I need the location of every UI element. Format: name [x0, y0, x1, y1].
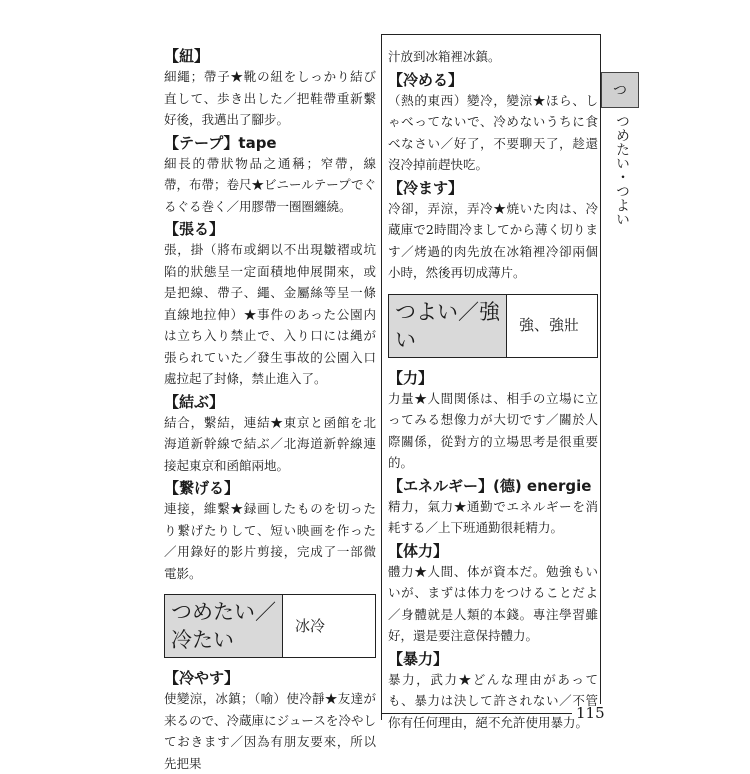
- top-rule: [382, 34, 600, 35]
- entry-energie: [388, 476, 598, 539]
- tab-divider: [600, 34, 601, 704]
- entry-headword: 【冷ます】: [388, 178, 464, 197]
- entry-sameru: [388, 70, 598, 176]
- entry-tsunageru: [164, 478, 376, 584]
- entry-headword: 【冷める】: [388, 70, 464, 89]
- entry-definition: （熱的東西）變冷，變涼★ほら、しゃべってないで、冷めないうちに食べなさい／好了，不要聊天了，趁還沒冷掉前趕快吃。: [388, 92, 598, 172]
- entry-headword: 【繋げる】: [164, 479, 240, 497]
- entry-tairyoku: [388, 541, 598, 647]
- running-title: つめたい・つよい: [614, 114, 630, 226]
- column-divider: [381, 34, 382, 720]
- page-number: 115: [576, 704, 605, 722]
- entry-headword: 【テープ】tape: [164, 133, 277, 152]
- entry-definition: 體力★人間、体が資本だ。勉強もいいが、まずは体力をつけることだよ／身體就是人類的本錢。專注學習雖好，還是要注意保持體力。: [388, 563, 598, 643]
- entry-definition: 張，掛（將布或網以不出現皺褶或坑陷的狀態呈一定面積地伸展開來，或是把線、帶子、繩、金屬絲等呈一條直線地拉伸）★事件のあった公園内は立ち入り禁止で、入り口には縄が張られていた／發生事故的公園入口處拉起了封條，禁止進入了。: [164, 242, 376, 386]
- box-meaning: 冰冷: [295, 616, 326, 635]
- headword-box-tsumetai: [164, 594, 376, 658]
- entry-headword: 【張る】: [164, 220, 225, 238]
- entry-definition: 精力，氣力★通勤でエネルギーを消耗する／上下班通勤很耗精力。: [388, 498, 598, 535]
- entry-headword: 【力】: [388, 368, 434, 387]
- entry-headword: 【暴力】: [388, 649, 449, 668]
- entry-haru: [164, 219, 376, 390]
- box-word: つめたい／冷たい: [165, 595, 283, 657]
- entry-definition: 連接，維繫★録画したものを切ったり繋げたりして、短い映画を作った／用錄好的影片剪接，完成了一部微電影。: [164, 501, 376, 581]
- entry-hiyasu: [164, 668, 376, 774]
- entry-definition: 細繩；帶子★靴の紐をしっかり結び直して、歩き出した／把鞋帶重新繫好後，我邁出了腳步。: [164, 69, 376, 127]
- entry-definition: 冷卻，弄涼，弄冷★焼いた肉は、冷蔵庫で2時間冷ましてから薄く切ります／烤過的肉先放在冰箱裡冷卻兩個小時，然後再切成薄片。: [388, 200, 598, 280]
- entry-definition: 暴力，武力★どんな理由があっても、暴力は決して許されない／不管你有任何理由，絕不允許使用暴力。: [388, 671, 598, 730]
- entry-headword: 【冷やす】: [164, 669, 240, 687]
- entry-bouryoku: [388, 649, 598, 734]
- box-meaning: 強、強壯: [519, 316, 580, 334]
- entry-definition: 結合，繫結，連結★東京と函館を北海道新幹線で結ぶ／北海道新幹線連接起東京和函館兩地。: [164, 414, 376, 473]
- box-word: つよい／強い: [389, 295, 507, 357]
- left-column: [164, 44, 376, 774]
- right-column: [388, 46, 598, 733]
- entry-tape: [164, 133, 376, 218]
- entry-musubu: [164, 392, 376, 477]
- continued-text: 汁放到冰箱裡冰鎮。: [388, 49, 501, 64]
- entry-headword: 【エネルギー】(德) energie: [388, 476, 592, 495]
- entry-definition: 使變涼，冰鎮；（喻）使冷靜★友達が来るので、冷蔵庫にジュースを冷やしておきます／因為有朋友要來，所以先把果: [164, 691, 376, 771]
- entry-headword: 【結ぶ】: [164, 392, 225, 411]
- entry-himo: [164, 46, 376, 131]
- entry-headword: 【紐】: [164, 47, 210, 65]
- entry-chikara: [388, 368, 598, 474]
- entry-definition: 細長的帶狀物品之通稱；窄帶，線帶，布帶；卷尺★ビニールテープでぐるぐる巻く／用膠帶一圈圈纏繞。: [164, 155, 377, 214]
- entry-samasu: [388, 178, 598, 284]
- headword-box-tsuyoi: [388, 294, 598, 358]
- entry-headword: 【体力】: [388, 541, 449, 560]
- section-tab: つ: [601, 72, 639, 108]
- entry-definition: 力量★人間関係は、相手の立場に立ってみる想像力が大切です／關於人際關係，從對方的立場思考是很重要的。: [388, 390, 598, 470]
